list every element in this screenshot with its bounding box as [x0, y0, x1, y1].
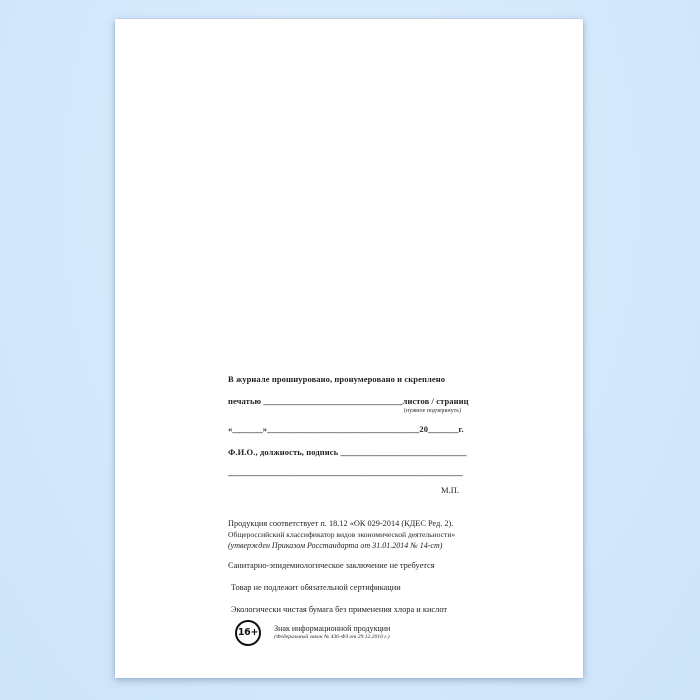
extra-blank-line: ______________________________________________________ — [228, 467, 463, 477]
okved-compliance-line2: Общероссийский классификатор видов экономической деятельности» — [228, 530, 456, 539]
sheets-count-line: печатью ________________________________листов / страниц — [228, 396, 469, 406]
certification-line: Товар не подлежит обязательной сертификации — [231, 583, 401, 592]
age-rating-text — [274, 625, 390, 640]
stamp-place-mark: М.П. — [441, 485, 459, 495]
paper-sheet — [115, 19, 583, 678]
signature-line: Ф.И.О., должность, подпись _____________________________ — [228, 447, 467, 457]
age-rating-row — [235, 620, 390, 646]
okved-compliance-line3: (утвержден Приказом Росстандарта от 31.01.2014 № 14-ст) — [228, 540, 443, 550]
age-16-badge-icon: 16+ — [235, 620, 261, 646]
eco-paper-line: Экологически чистая бумага без применения хлора и кислот — [231, 605, 448, 614]
binding-statement: В журнале прошнуровано, пронумеровано и скреплено — [228, 374, 446, 384]
info-product-label: Знак информационной продукции — [274, 624, 391, 633]
sanitary-conclusion-line: Санитарно-эпидемиологическое заключение не требуется — [228, 561, 435, 570]
federal-law-note: (Федеральный закон № 436-ФЗ от 29.12.2010 г.) — [274, 633, 390, 640]
okved-compliance-line1: Продукция соответствует п. 18.12 «ОК 029-2014 (КДЕС Ред. 2). — [228, 519, 454, 528]
underline-note: (нужное подчеркнуть) — [404, 407, 461, 414]
date-line: «_______»___________________________________20_______г. — [228, 424, 464, 434]
